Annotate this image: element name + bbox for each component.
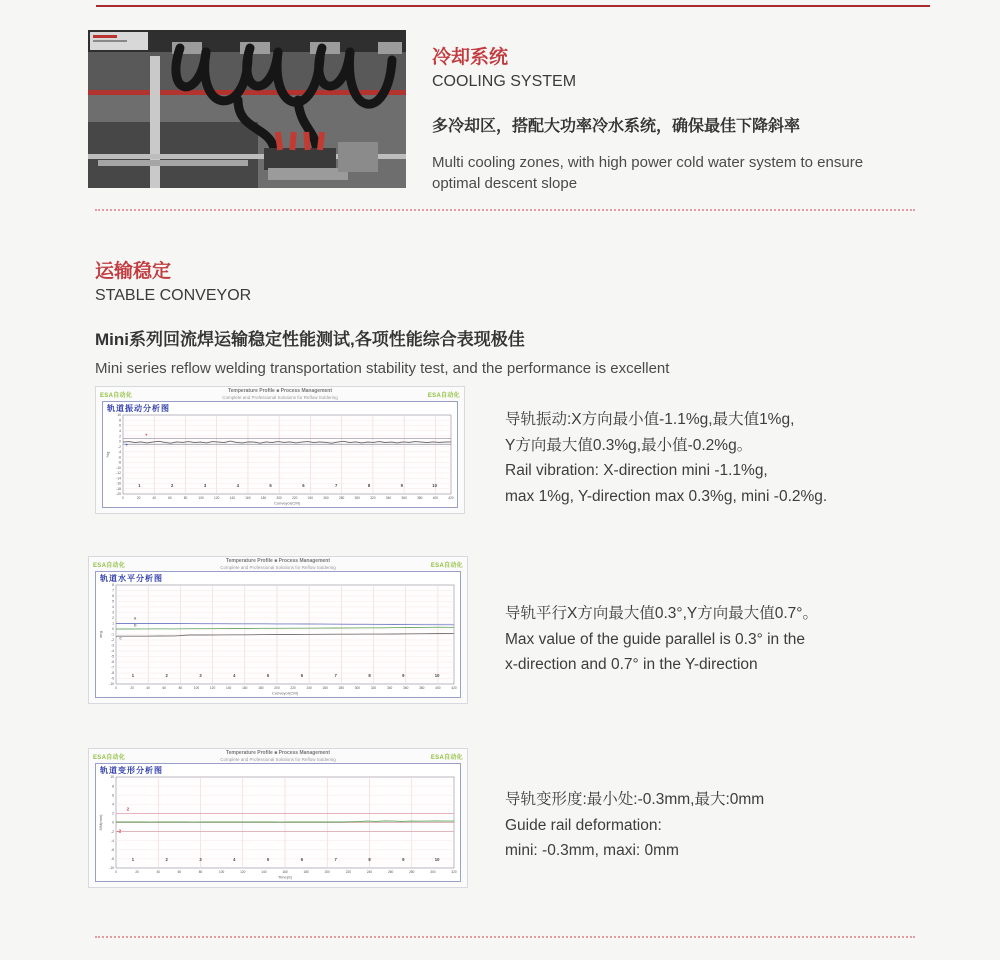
caption-line: Max value of the guide parallel is 0.3° in the <box>505 630 806 648</box>
chart-plot-vibration <box>103 412 459 506</box>
svg-text:320: 320 <box>370 496 376 500</box>
svg-text:80: 80 <box>198 870 203 874</box>
chart-card-deformation <box>88 748 468 888</box>
svg-text:240: 240 <box>366 870 373 874</box>
svg-text:a: a <box>133 615 137 621</box>
svg-text:-10: -10 <box>109 682 114 687</box>
svg-text:Conveyor(CM): Conveyor(CM) <box>271 690 299 696</box>
svg-text:220: 220 <box>345 870 352 874</box>
chart-card-header <box>89 557 467 571</box>
svg-text:5: 5 <box>266 857 270 862</box>
svg-text:200: 200 <box>324 870 330 874</box>
svg-text:120: 120 <box>240 870 246 874</box>
svg-text:9: 9 <box>402 673 405 678</box>
svg-text:120: 120 <box>209 686 216 690</box>
svg-text:3: 3 <box>203 483 207 488</box>
machine-photo-illustration <box>88 30 406 188</box>
svg-text:8: 8 <box>367 483 371 488</box>
watermark-left-text: ESA自动化 <box>93 563 126 569</box>
svg-text:340: 340 <box>386 686 393 690</box>
svg-text:3: 3 <box>199 857 202 862</box>
caption-deformation <box>505 787 965 864</box>
svg-text:260: 260 <box>322 686 328 690</box>
svg-text:5: 5 <box>269 483 272 488</box>
svg-text:9: 9 <box>402 857 405 862</box>
svg-text:-8: -8 <box>110 671 114 676</box>
svg-text:-8: -8 <box>110 857 114 862</box>
svg-text:240: 240 <box>306 686 312 690</box>
svg-text:-16: -16 <box>116 481 121 486</box>
chart-plot-level <box>96 582 462 696</box>
svg-text:140: 140 <box>226 686 232 690</box>
svg-text:400: 400 <box>435 686 441 690</box>
svg-text:60: 60 <box>162 686 167 690</box>
chart-card-level <box>88 556 468 704</box>
dotted-divider-top <box>95 209 915 211</box>
svg-text:380: 380 <box>417 496 423 500</box>
svg-text:2: 2 <box>165 857 168 862</box>
svg-text:%g: %g <box>105 451 110 458</box>
svg-text:40: 40 <box>152 496 157 500</box>
svg-text:0: 0 <box>115 870 117 874</box>
dotted-divider-bottom <box>95 936 915 938</box>
caption-line: Rail vibration: X-direction mini -1.1%g, <box>505 462 768 479</box>
svg-text:300: 300 <box>354 496 360 500</box>
caption-line: 导轨变形度:最小处:-0.3mm,最大:0mm <box>505 791 765 808</box>
svg-text:160: 160 <box>282 870 288 874</box>
svg-text:260: 260 <box>323 496 329 500</box>
svg-text:300: 300 <box>430 870 436 874</box>
svg-text:20: 20 <box>135 870 139 874</box>
caption-level <box>505 601 965 678</box>
svg-text:4: 4 <box>236 483 239 488</box>
svg-text:200: 200 <box>274 686 280 690</box>
chart-title-level: 轨道水平分析图 <box>100 574 163 583</box>
svg-text:5: 5 <box>112 599 114 604</box>
svg-text:7: 7 <box>335 483 338 488</box>
chart-frame <box>102 401 458 508</box>
caption-line: Y方向最大值0.3%g,最小值-0.2%g。 <box>505 436 753 454</box>
svg-text:20: 20 <box>136 496 141 500</box>
conveyor-desc-en: Mini series reflow welding transportation stability test, and the performance is excellent <box>95 360 670 377</box>
svg-text:-1: -1 <box>110 632 114 637</box>
svg-text:-6: -6 <box>117 455 121 460</box>
conveyor-title-en: STABLE CONVEYOR <box>95 287 252 304</box>
svg-text:160: 160 <box>245 496 251 500</box>
svg-text:-14: -14 <box>116 476 121 481</box>
svg-text:100: 100 <box>198 496 204 500</box>
chart-header-subtitle: Complete and Professional Solutions for Reflow Soldering <box>222 394 338 400</box>
svg-text:+: + <box>144 432 148 438</box>
svg-text:4: 4 <box>233 857 236 862</box>
svg-text:Conveyor(CM): Conveyor(CM) <box>273 500 301 506</box>
svg-text:220: 220 <box>292 496 298 500</box>
svg-text:300: 300 <box>354 686 361 690</box>
svg-text:2: 2 <box>171 483 174 488</box>
svg-text:6: 6 <box>300 673 304 678</box>
svg-text:4: 4 <box>112 802 114 807</box>
svg-text:80: 80 <box>178 686 183 690</box>
svg-text:140: 140 <box>229 496 235 500</box>
svg-text:1: 1 <box>131 857 135 862</box>
watermark-right-text: ESA自动化 <box>430 755 463 761</box>
svg-text:-2: -2 <box>117 444 121 449</box>
chart-card-vibration <box>95 386 465 514</box>
svg-text:5: 5 <box>266 673 270 678</box>
cooling-desc-en: Multi cooling zones, with high power cold water system to ensure optimal descent slope <box>432 154 864 192</box>
chart-header-subtitle: Complete and Professional Solutions for Reflow Soldering <box>220 756 336 762</box>
svg-text:-10: -10 <box>116 465 121 470</box>
svg-text:-18: -18 <box>116 486 121 491</box>
svg-text:6: 6 <box>119 423 121 428</box>
svg-text:280: 280 <box>339 496 345 500</box>
svg-text:-7: -7 <box>110 665 114 670</box>
svg-text:40: 40 <box>146 686 150 690</box>
svg-text:20: 20 <box>130 686 134 690</box>
svg-text:8: 8 <box>368 673 371 678</box>
svg-text:10: 10 <box>434 673 440 678</box>
svg-text:7: 7 <box>334 673 337 678</box>
svg-text:10: 10 <box>432 483 437 488</box>
svg-text:420: 420 <box>448 496 454 500</box>
chart-frame <box>95 763 461 882</box>
svg-text:+: + <box>125 442 129 448</box>
svg-text:8: 8 <box>119 418 121 423</box>
chart-card-header <box>89 749 467 763</box>
svg-text:180: 180 <box>260 496 267 500</box>
svg-text:2: 2 <box>119 434 121 439</box>
svg-text:100: 100 <box>193 686 200 690</box>
svg-text:4: 4 <box>233 673 236 678</box>
svg-text:120: 120 <box>214 496 220 500</box>
svg-text:2: 2 <box>112 811 114 816</box>
chart-header-subtitle: Complete and Professional Solutions for Reflow Soldering <box>220 564 336 570</box>
svg-text:420: 420 <box>451 686 457 690</box>
svg-text:-6: -6 <box>110 848 114 852</box>
svg-text:140: 140 <box>261 870 267 874</box>
conveyor-title-cn: 运输稳定 <box>95 261 172 282</box>
svg-text:2: 2 <box>165 673 168 678</box>
caption-vibration <box>505 407 965 509</box>
svg-text:0: 0 <box>119 439 121 444</box>
chart-frame <box>95 571 461 698</box>
svg-text:-10: -10 <box>109 866 114 871</box>
machine-photo <box>88 30 406 188</box>
caption-line: Guide rail deformation: <box>505 816 662 834</box>
svg-text:1: 1 <box>138 483 141 488</box>
svg-text:200: 200 <box>276 496 282 500</box>
svg-text:340: 340 <box>385 496 392 500</box>
chart-title-deformation: 轨道变形分析图 <box>100 766 163 775</box>
cooling-title-cn: 冷却系统 <box>432 47 509 68</box>
svg-text:180: 180 <box>258 686 264 690</box>
svg-text:10: 10 <box>117 413 121 418</box>
svg-text:2: 2 <box>126 806 130 812</box>
chart-header <box>222 389 338 400</box>
svg-text:360: 360 <box>403 686 409 690</box>
svg-text:-2: -2 <box>110 638 114 643</box>
svg-text:180: 180 <box>303 870 309 874</box>
watermark-left-text: ESA自动化 <box>100 393 133 399</box>
svg-text:400: 400 <box>432 496 439 500</box>
svg-text:6: 6 <box>302 483 305 488</box>
svg-text:9: 9 <box>400 483 403 488</box>
svg-text:c: c <box>119 635 122 641</box>
svg-text:0: 0 <box>122 496 124 500</box>
svg-text:4: 4 <box>119 429 121 433</box>
svg-text:-8: -8 <box>117 460 121 465</box>
caption-line: max 1%g, Y-direction max 0.3%g, mini -0.2%g. <box>505 487 828 505</box>
svg-text:MM(mm): MM(mm) <box>98 814 103 831</box>
svg-text:320: 320 <box>451 870 457 874</box>
svg-text:2: 2 <box>112 616 114 621</box>
svg-text:deg: deg <box>98 631 103 638</box>
svg-text:6: 6 <box>112 594 114 599</box>
svg-text:280: 280 <box>338 686 344 690</box>
svg-text:-9: -9 <box>110 676 114 681</box>
svg-text:1: 1 <box>112 621 114 626</box>
chart-header <box>220 559 336 570</box>
cooling-title-en: COOLING SYSTEM <box>432 73 577 90</box>
chart-card-header <box>96 387 464 401</box>
svg-text:8: 8 <box>368 857 371 862</box>
svg-text:6: 6 <box>112 793 114 798</box>
svg-text:0: 0 <box>115 686 117 690</box>
svg-text:100: 100 <box>218 870 225 874</box>
svg-text:40: 40 <box>156 870 161 874</box>
caption-line: 导轨平行X方向最大值0.3°,Y方向最大值0.7°。 <box>505 605 818 622</box>
svg-text:-3: -3 <box>110 643 114 648</box>
top-accent-rule <box>96 5 930 7</box>
svg-text:1: 1 <box>131 673 135 678</box>
svg-text:-4: -4 <box>110 838 114 843</box>
svg-text:7: 7 <box>334 857 337 862</box>
svg-text:220: 220 <box>290 686 296 690</box>
conveyor-section <box>95 256 815 379</box>
svg-text:320: 320 <box>370 686 377 690</box>
svg-text:3: 3 <box>112 610 114 615</box>
svg-text:-2: -2 <box>117 828 122 834</box>
svg-text:0: 0 <box>112 820 114 825</box>
svg-text:Time(S): Time(S) <box>277 874 293 880</box>
svg-text:10: 10 <box>434 857 440 862</box>
svg-text:-2: -2 <box>110 829 114 834</box>
chart-header <box>220 751 336 762</box>
caption-line: mini: -0.3mm, maxi: 0mm <box>505 842 679 859</box>
svg-text:-4: -4 <box>117 450 121 455</box>
caption-line: x-direction and 0.7° in the Y-direction <box>505 656 758 673</box>
svg-text:-6: -6 <box>110 660 114 665</box>
svg-text:380: 380 <box>419 686 425 690</box>
svg-text:260: 260 <box>387 870 394 874</box>
svg-text:4: 4 <box>112 605 114 610</box>
watermark-right-text: ESA自动化 <box>430 563 463 569</box>
svg-text:8: 8 <box>112 583 114 588</box>
chart-header-title: Temperature Profile ■ Process Management <box>227 388 333 394</box>
chart-plot-deformation <box>96 774 462 880</box>
svg-text:60: 60 <box>177 870 182 874</box>
chart-title-vibration: 轨道振动分析图 <box>107 404 170 413</box>
svg-text:60: 60 <box>168 496 172 500</box>
svg-text:-12: -12 <box>116 471 121 476</box>
svg-text:360: 360 <box>401 496 407 500</box>
cooling-section <box>432 42 912 194</box>
watermark-left-text: ESA自动化 <box>93 755 126 761</box>
svg-text:80: 80 <box>183 496 188 500</box>
svg-text:10: 10 <box>110 775 114 780</box>
svg-text:8: 8 <box>112 784 114 789</box>
svg-text:b: b <box>133 622 137 628</box>
svg-text:-4: -4 <box>110 649 114 654</box>
svg-text:3: 3 <box>199 673 202 678</box>
svg-text:280: 280 <box>409 870 415 874</box>
chart-header-title: Temperature Profile ■ Process Management <box>225 558 331 564</box>
watermark-right-text: ESA自动化 <box>427 393 460 399</box>
cooling-desc-cn: 多冷却区，搭配大功率冷水系统，确保最佳下降斜率 <box>432 118 801 135</box>
svg-text:160: 160 <box>242 686 248 690</box>
chart-header-title: Temperature Profile ■ Process Management <box>225 750 331 756</box>
svg-text:7: 7 <box>112 588 114 593</box>
conveyor-desc-cn: Mini系列回流焊运输稳定性能测试,各项性能综合表现极佳 <box>95 330 525 349</box>
svg-text:-5: -5 <box>110 654 114 659</box>
svg-text:6: 6 <box>300 857 304 862</box>
svg-text:0: 0 <box>112 627 114 632</box>
caption-line: 导轨振动:X方向最小值-1.1%g,最大值1%g, <box>505 411 795 428</box>
svg-text:-20: -20 <box>116 492 121 497</box>
svg-text:240: 240 <box>307 496 314 500</box>
